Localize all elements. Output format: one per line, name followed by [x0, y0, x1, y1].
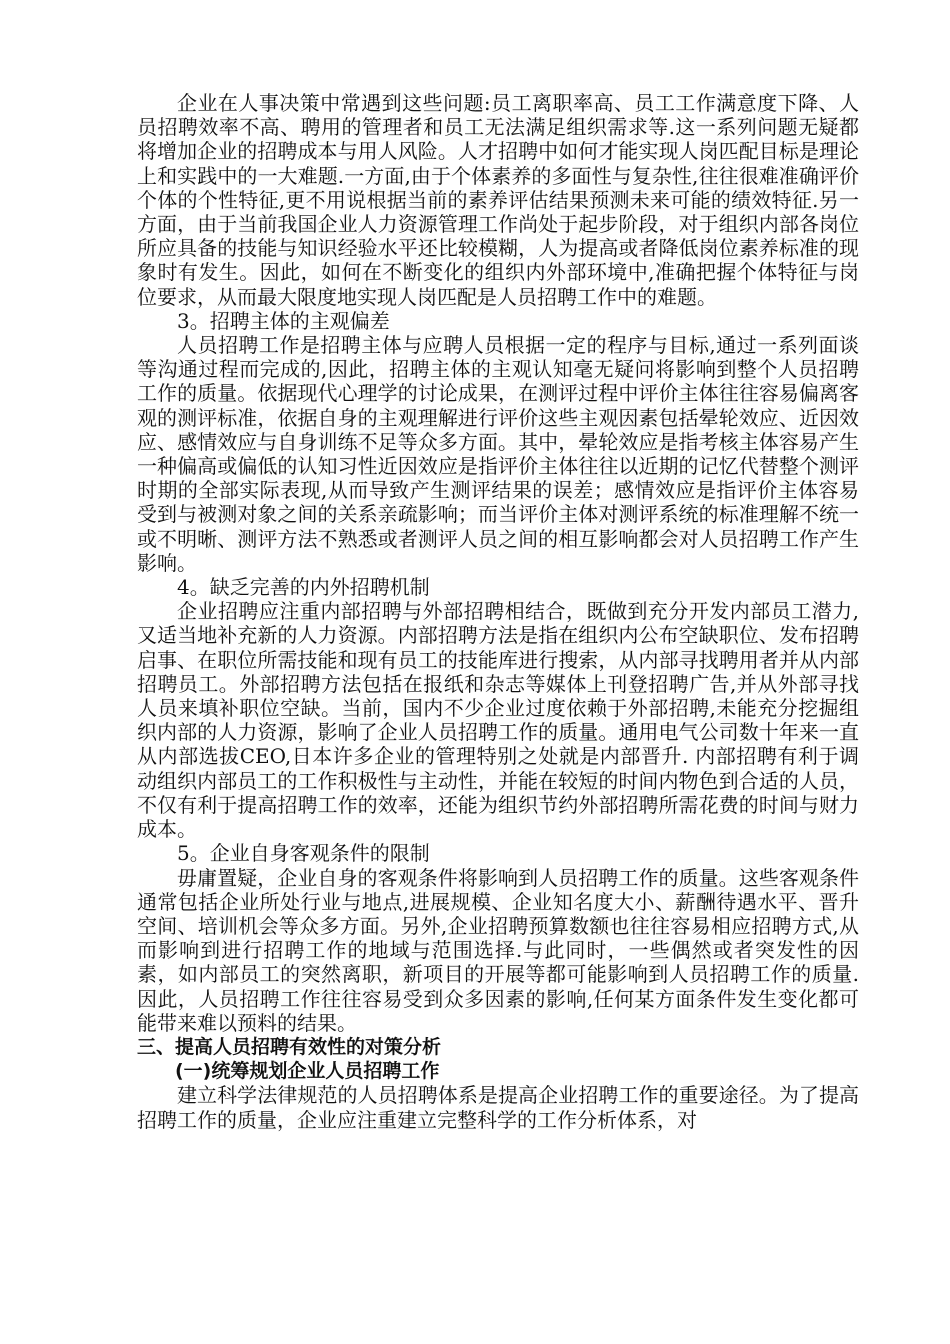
paragraph-objective-conditions: 毋庸置疑，企业自身的客观条件将影响到人员招聘工作的质量。这些客观条件通常包括企业所处行业与地点,进展规模、企业知名度大小、薪酬待遇水平、晋升空间、培训机会等众多方面。另外,企业招聘预算数额也往往容易相应招聘方式,从而影响到进行招聘工作的地域与范围选择.与此同时，一些偶然或者突发性的因素，如内部员工的突然离职，新项目的开展等都可能影响到人员招聘工作的质量.因此，人员招聘工作往往容易受到众多因素的影响,任何某方面条件发生变化都可能带来难以预料的结果。 — [137, 865, 859, 1035]
paragraph-internal-external-mechanism: 企业招聘应注重内部招聘与外部招聘相结合，既做到充分开发内部员工潜力,又适当地补充新的人力资源。内部招聘方法是指在组织内公布空缺职位、发布招聘启事、在职位所需技能和现有员工的技能库进行搜索，从内部寻找聘用者并从内部招聘员工。外部招聘方法包括在报纸和杂志等媒体上刊登招聘广告,并从外部寻找人员来填补职位空缺。当前，国内不少企业过度依赖于外部招聘,未能充分挖掘组织内部的人力资源，影响了企业人员招聘工作的质量。通用电气公司数十年来一直从内部选拔CEO,日本许多企业的管理特别之处就是内部晋升. 内部招聘有利于调动组织内部员工的工作积极性与主动性，并能在较短的时间内物色到合适的人员，不仅有利于提高招聘工作的效率，还能为组织节约外部招聘所需花费的时间与财力成本。 — [137, 599, 859, 842]
paragraph-planning: 建立科学法律规范的人员招聘体系是提高企业招聘工作的重要途径。为了提高招聘工作的质量，企业应注重建立完整科学的工作分析体系，对 — [137, 1083, 859, 1132]
heading-internal-external-mechanism: 4。缺乏完善的内外招聘机制 — [177, 575, 430, 600]
paragraph-subjective-bias: 人员招聘工作是招聘主体与应聘人员根据一定的程序与目标,通过一系列面谈等沟通过程而完成的,因此，招聘主体的主观认知毫无疑问将影响到整个人员招聘工作的质量。依据现代心理学的讨论成果，在测评过程中评价主体往往容易偏离客观的测评标准，依据自身的主观理解进行评价这些主观因素包括晕轮效应、近因效应、感情效应与自身训练不足等众多方面。其中，晕轮效应是指考核主体容易产生一种偏高或偏低的认知习性近因效应是指评价主体往往以近期的记忆代替整个测评时期的全部实际表现,从而导致产生测评结果的误差；感情效应是指评价主体容易受到与被测对象之间的关系亲疏影响；而当评价主体对测评系统的标准理解不统一或不明晰、测评方法不熟悉或者测评人员之间的相互影响都会对人员招聘工作产生影响。 — [137, 333, 859, 575]
section-heading-countermeasures: 三、提高人员招聘有效性的对策分析 — [137, 1035, 442, 1058]
heading-subjective-bias: 3。招聘主体的主观偏差 — [177, 308, 390, 333]
document-page — [137, 91, 859, 1132]
paragraph-recruitment-problems: 企业在人事决策中常遇到这些问题:员工离职率高、员工工作满意度下降、人员招聘效率不高、聘用的管理者和员工无法满足组织需求等.这一系列问题无疑都将增加企业的招聘成本与用人风险。人才招聘中如何才能实现人岗匹配目标是理论上和实践中的一大难题.一方面,由于个体素养的多面性与复杂性,往往很难准确评价个体的个性特征,更不用说根据当前的素养评估结果预测未来可能的绩效特征.另一方面，由于当前我国企业人力资源管理工作尚处于起步阶段，对于组织内部各岗位所应具备的技能与知识经验水平还比较模糊，人为提高或者降低岗位素养标准的现象时有发生。因此，如何在不断变化的组织内外部环境中,准确把握个体特征与岗位要求，从而最大限度地实现人岗匹配是人员招聘工作中的难题。 — [137, 91, 859, 309]
heading-objective-conditions: 5。企业自身客观条件的限制 — [177, 841, 430, 866]
subsection-heading-planning: (一)统筹规划企业人员招聘工作 — [175, 1060, 440, 1083]
